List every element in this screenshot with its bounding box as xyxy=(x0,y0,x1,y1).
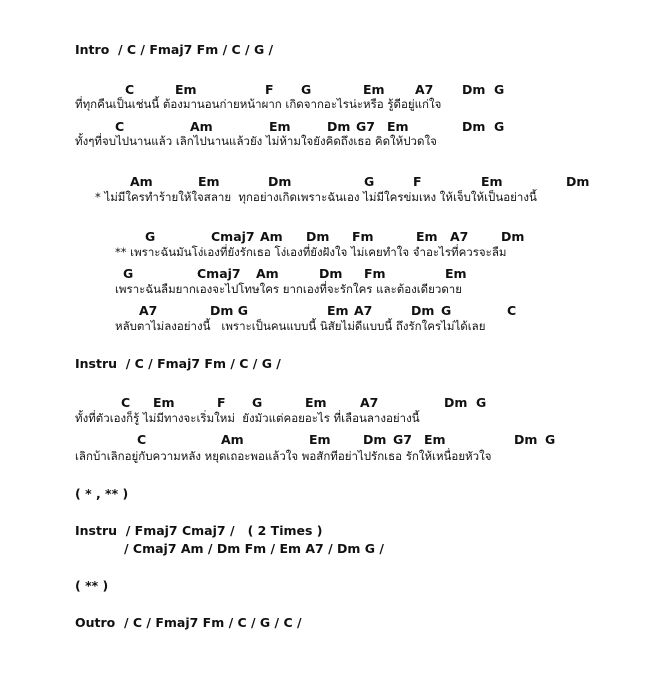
chord: G xyxy=(123,266,134,281)
chord: Am xyxy=(190,119,213,134)
chord: G xyxy=(441,303,452,318)
chord: Em xyxy=(363,82,385,97)
chord: Em xyxy=(305,395,327,410)
intro-line: Intro / C / Fmaj7 Fm / C / G / xyxy=(75,42,274,57)
verse2-lyric-1: ทั้งที่ตัวเองก็รู้ ไม่มีทางจะเริ่มใหม่ ยังมัวแต่คอยอะไร ที่เลือนลางอย่างนี้ xyxy=(75,411,420,425)
verse1-lyric-1: ที่ทุกคืนเป็นเช่นนี้ ต้องมานอนก่ายหน้าผาก เกิดจากอะไรน่ะหรือ รู้ดีอยู่แก่ใจ xyxy=(75,97,442,111)
chord: Fm xyxy=(364,266,386,281)
verse2-lyric-2: เลิกบ้าเลิกอยู่กับความหลัง หยุดเถอะพอแล้วใจ พอสักทีอย่าไปรักเธอ รักให้เหนื่อยหัวใจ xyxy=(75,449,492,463)
chord: Am xyxy=(130,174,153,189)
chord: Am xyxy=(221,432,244,447)
chord: G xyxy=(545,432,556,447)
chord: Em xyxy=(424,432,446,447)
chorus-a-lyric: * ไม่มีใครทำร้ายให้ใจสลาย ทุกอย่างเกิดเพราะฉันเอง ไม่มีใครข่มเหง ให้เจ็บให้เป็นอย่างนี้ xyxy=(95,190,537,204)
chord: G xyxy=(252,395,263,410)
chord: Em xyxy=(198,174,220,189)
chord: A7 xyxy=(139,303,158,318)
chord: Em xyxy=(416,229,438,244)
chord: Fm xyxy=(352,229,374,244)
chord: Cmaj7 xyxy=(211,229,255,244)
chord: Dm xyxy=(363,432,387,447)
chord: Dm xyxy=(501,229,525,244)
chord: F xyxy=(413,174,422,189)
chorus-b-lyric-2: เพราะฉันลืมยากเองจะไปโทษใคร ยากเองที่จะรักใคร และต้องเดียวดาย xyxy=(115,282,463,296)
chord: Em xyxy=(445,266,467,281)
chord: Em xyxy=(481,174,503,189)
chord: C xyxy=(125,82,135,97)
chord: A7 xyxy=(354,303,373,318)
chord: F xyxy=(217,395,226,410)
verse1-lyric-2: ทั้งๆที่จบไปนานแล้ว เลิกไปนานแล้วยัง ไม่ห้ามใจยังคิดถึงเธอ คิดให้ปวดใจ xyxy=(75,134,437,148)
outro-line: Outro / C / Fmaj7 Fm / C / G / C / xyxy=(75,615,302,630)
chord: G xyxy=(494,82,505,97)
chord: Am xyxy=(256,266,279,281)
chord: Dm xyxy=(411,303,435,318)
chord: Dm xyxy=(268,174,292,189)
chord: Cmaj7 xyxy=(197,266,241,281)
instru-line-2: Instru / Fmaj7 Cmaj7 / ( 2 Times ) xyxy=(75,523,323,538)
chord: A7 xyxy=(415,82,434,97)
chord: G xyxy=(476,395,487,410)
chord: Dm xyxy=(306,229,330,244)
chord: Em xyxy=(309,432,331,447)
chord: G xyxy=(364,174,375,189)
chord: C xyxy=(115,119,125,134)
chord: Em xyxy=(387,119,409,134)
chord: A7 xyxy=(360,395,379,410)
chord: G xyxy=(494,119,505,134)
chord: Dm G xyxy=(210,303,249,318)
chord: Dm xyxy=(319,266,343,281)
instru-line-2b: / Cmaj7 Am / Dm Fm / Em A7 / Dm G / xyxy=(124,541,384,556)
chord: Dm xyxy=(462,82,486,97)
chorus-b-lyric-1: ** เพราะฉันมันโง่เองที่ยังรักเธอ โง่เองที่ยังฝังใจ ไม่เคยทำใจ จำอะไรที่ควรจะลืม xyxy=(115,245,507,259)
chord: Em xyxy=(269,119,291,134)
chord: C xyxy=(121,395,131,410)
chord: Am xyxy=(260,229,283,244)
chord: Em xyxy=(175,82,197,97)
chord: G xyxy=(301,82,312,97)
chord: G xyxy=(145,229,156,244)
chord: Dm xyxy=(327,119,351,134)
repeat-marker-1: ( * , ** ) xyxy=(75,486,129,501)
chord: Em xyxy=(327,303,349,318)
chord: C xyxy=(507,303,517,318)
chord: C xyxy=(137,432,147,447)
chorus-b-lyric-3: หลับตาไม่ลงอย่างนี้ เพราะเป็นคนแบบนี้ นิสัยไม่ดีแบบนี้ ถึงรักใครไม่ได้เลย xyxy=(115,319,486,333)
chord: Dm xyxy=(462,119,486,134)
chord: G7 xyxy=(356,119,375,134)
chord: A7 xyxy=(450,229,469,244)
chord: G7 xyxy=(393,432,412,447)
chord: Dm xyxy=(566,174,590,189)
chord: F xyxy=(265,82,274,97)
chord: Dm xyxy=(444,395,468,410)
chord: Dm xyxy=(514,432,538,447)
repeat-marker-2: ( ** ) xyxy=(75,578,109,593)
instru-line-1: Instru / C / Fmaj7 Fm / C / G / xyxy=(75,356,281,371)
chord: Em xyxy=(153,395,175,410)
